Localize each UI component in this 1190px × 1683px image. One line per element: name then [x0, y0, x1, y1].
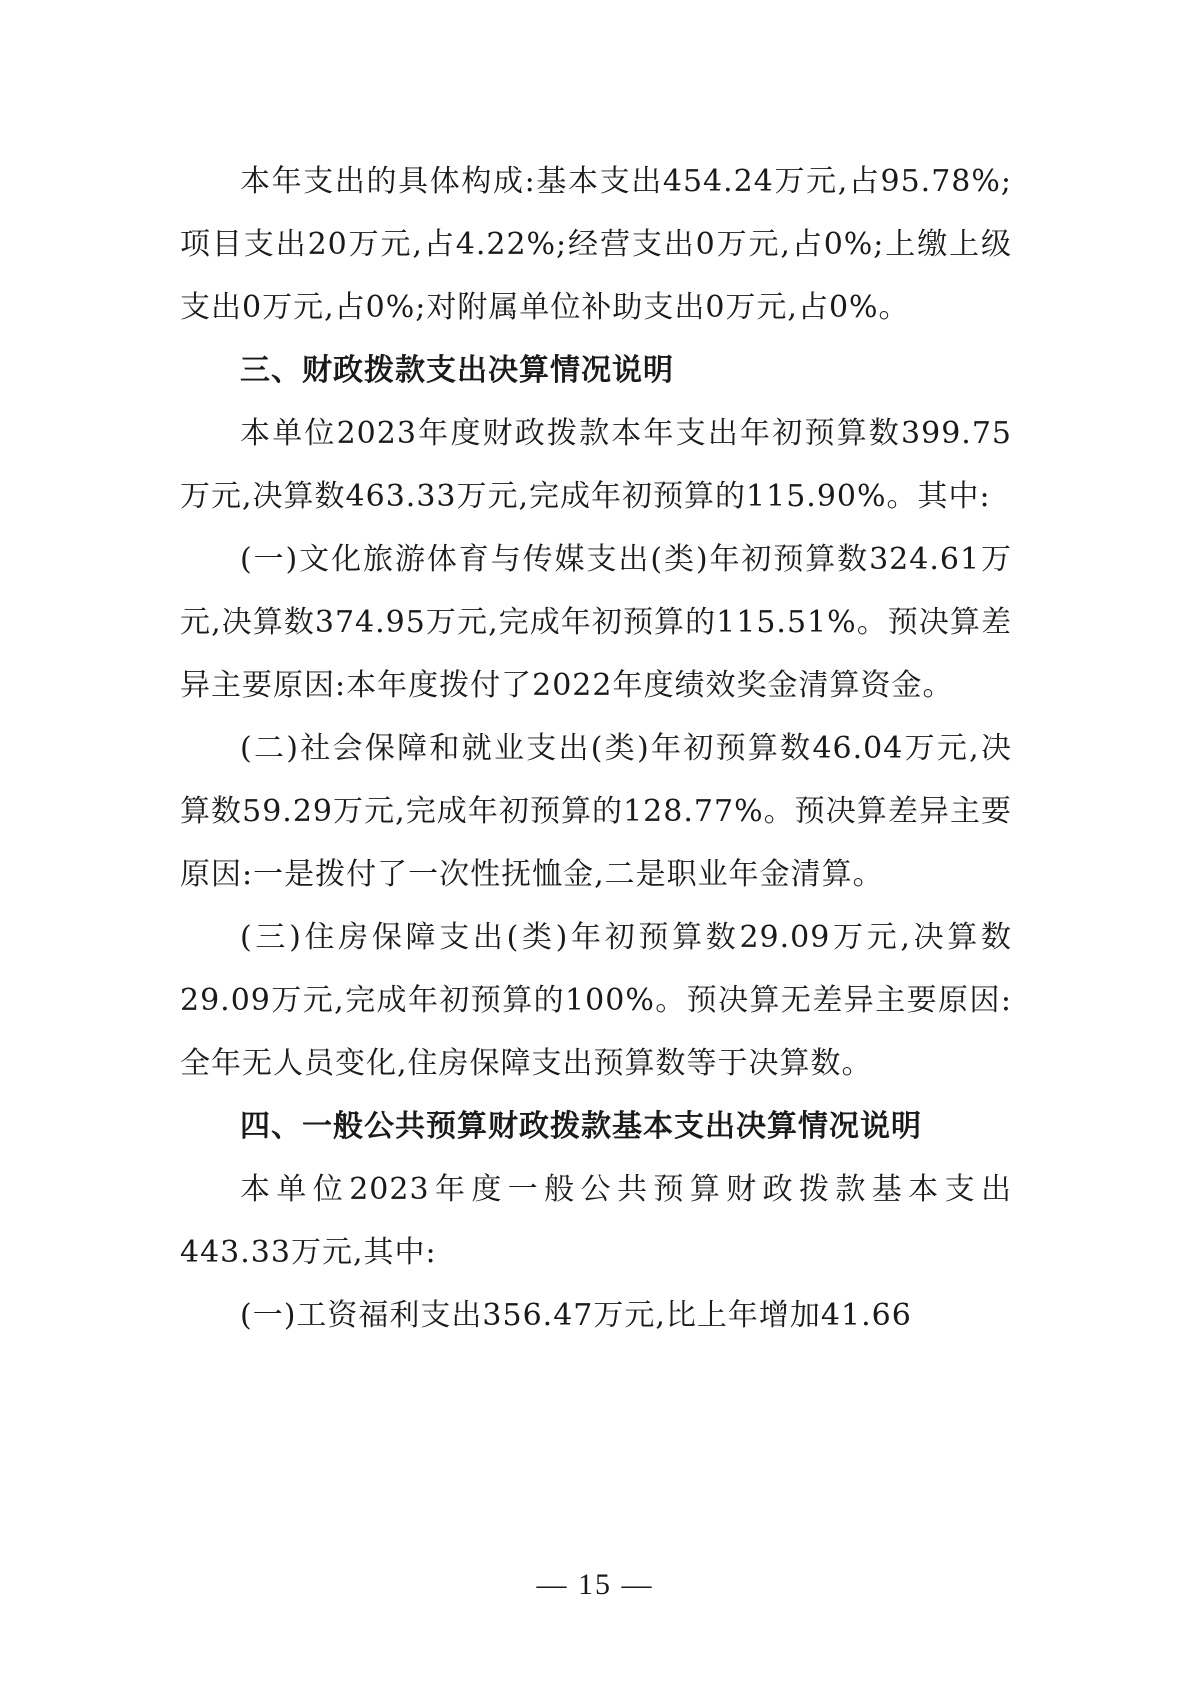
paragraph-culture-tourism: (一)文化旅游体育与传媒支出(类)年初预算数324.61万元,决算数374.95万元,完成年初预算的115.51%。预决算差异主要原因:本年度拨付了2022年度绩效奖金清算资金。 [180, 542, 1012, 703]
page-number: — 15 — [536, 1568, 654, 1601]
paragraph-social-security: (二)社会保障和就业支出(类)年初预算数46.04万元,决算数59.29万元,完成年初预算的128.77%。预决算差异主要原因:一是拨付了一次性抚恤金,二是职业年金清算。 [180, 731, 1012, 892]
section-heading-3: 三、财政拨款支出决算情况说明 [240, 353, 674, 388]
section-heading-4: 四、一般公共预算财政拨款基本支出决算情况说明 [240, 1109, 922, 1144]
paragraph-salary-welfare: (一)工资福利支出356.47万元,比上年增加41.66 [240, 1298, 912, 1333]
paragraph-expenditure-composition: 本年支出的具体构成:基本支出454.24万元,占95.78%;项目支出20万元,占4.22%;经营支出0万元,占0%;上缴上级支出0万元,占0%;对附属单位补助支出0万元,占0%。 [180, 164, 1012, 325]
paragraph-basic-expenditure: 本单位2023年度一般公共预算财政拨款基本支出443.33万元,其中: [180, 1172, 1012, 1270]
paragraph-fiscal-summary: 本单位2023年度财政拨款本年支出年初预算数399.75万元,决算数463.33万元,完成年初预算的115.90%。其中: [180, 416, 1012, 514]
document-body [180, 150, 1012, 1347]
paragraph-housing: (三)住房保障支出(类)年初预算数29.09万元,决算数29.09万元,完成年初预算的100%。预决算无差异主要原因:全年无人员变化,住房保障支出预算数等于决算数。 [180, 920, 1012, 1081]
